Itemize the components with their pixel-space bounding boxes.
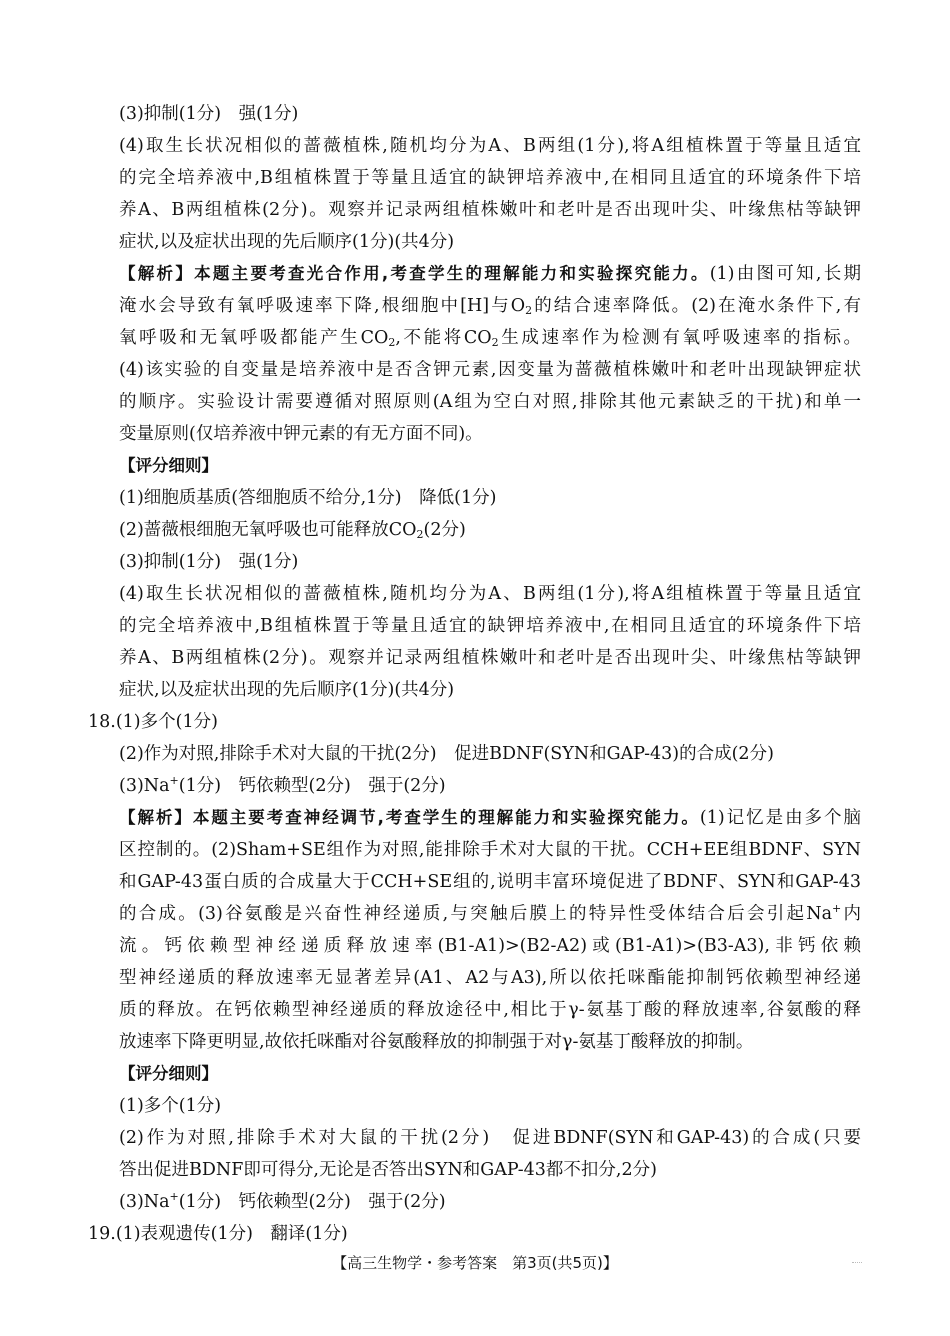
page-footer: 【高三生物学・参考答案 第3页(共5页)】 <box>332 1254 618 1272</box>
text-line: 变量原则(仅培养液中钾元素的有无方面不同)。 <box>119 424 483 444</box>
text-line: 养A、B两组植株(2分)。观察并记录两组植株嫩叶和老叶是否出现叶尖、叶缘焦枯等缺钾 <box>119 648 861 668</box>
corner-mark <box>852 1262 862 1265</box>
text-line: 18.(1)多个(1分) <box>88 712 218 732</box>
text-line: (4)该实验的自变量是培养液中是否含钾元素,因变量为蔷薇植株嫩叶和老叶出现缺钾症状 <box>119 360 861 380</box>
text-line: 【解析】本题主要考查光合作用,考查学生的理解能力和实验探究能力。(1)由图可知,长期 <box>119 264 861 284</box>
text-line: 区控制的。(2)Sham+SE组作为对照,能排除手术对大鼠的干扰。CCH+EE组BDNF、SYN <box>119 840 861 860</box>
text-line: (2)作为对照,排除手术对大鼠的干扰(2分) 促进BDNF(SYN和GAP-43)的合成(2分) <box>119 744 774 764</box>
text-line: 流。钙依赖型神经递质释放速率(B1-A1)>(B2-A2)或(B1-A1)>(B3-A3),非钙依赖 <box>119 936 861 956</box>
text-line: 的完全培养液中,B组植株置于等量且适宜的缺钾培养液中,在相同且适宜的环境条件下培 <box>119 168 861 188</box>
text-line: (3)Na+(1分) 钙依赖型(2分) 强于(2分) <box>119 1190 446 1212</box>
text-line: 氧呼吸和无氧呼吸都能产生$CO_2$,不能将$CO_2$生成速率作为检测有氧呼吸速率的指标。 <box>119 328 861 349</box>
text-line: (2)作为对照,排除手术对大鼠的干扰(2分) 促进BDNF(SYN和GAP-43)的合成(只要 <box>119 1128 861 1148</box>
text-line: 质的释放。在钙依赖型神经递质的释放途径中,相比于γ-氨基丁酸的释放速率,谷氨酸的释 <box>119 1000 861 1020</box>
text-line: (4)取生长状况相似的蔷薇植株,随机均分为A、B两组(1分),将A组植株置于等量且适宜 <box>119 584 861 604</box>
text-line: (4)取生长状况相似的蔷薇植株,随机均分为A、B两组(1分),将A组植株置于等量且适宜 <box>119 136 861 156</box>
text-line: 淹水会导致有氧呼吸速率下降,根细胞中[H]与$O_2$的结合速率降低。(2)在淹水条件下,有 <box>119 296 861 317</box>
text-line: 放速率下降更明显,故依托咪酯对谷氨酸释放的抑制强于对γ-氨基丁酸释放的抑制。 <box>119 1032 754 1052</box>
text-line: (3)抑制(1分) 强(1分) <box>119 552 299 572</box>
text-line: 养A、B两组植株(2分)。观察并记录两组植株嫩叶和老叶是否出现叶尖、叶缘焦枯等缺钾 <box>119 200 861 220</box>
text-line: 症状,以及症状出现的先后顺序(1分)(共4分) <box>119 232 455 252</box>
text-line: 和GAP-43蛋白质的合成量大于CCH+SE组的,说明丰富环境促进了BDNF、SYN和GAP-43 <box>119 872 861 892</box>
text-line: (1)多个(1分) <box>119 1096 222 1116</box>
text-line: 19.(1)表观遗传(1分) 翻译(1分) <box>88 1224 348 1244</box>
text-line: 型神经递质的释放速率无显著差异(A1、A2与A3),所以依托咪酯能抑制钙依赖型神经递 <box>119 968 861 988</box>
text-line: 的完全培养液中,B组植株置于等量且适宜的缺钾培养液中,在相同且适宜的环境条件下培 <box>119 616 861 636</box>
text-line: 【评分细则】 <box>119 1064 218 1083</box>
text-line: (1)细胞质基质(答细胞质不给分,1分) 降低(1分) <box>119 488 497 508</box>
text-line: 【解析】本题主要考查神经调节,考查学生的理解能力和实验探究能力。(1)记忆是由多个脑 <box>119 808 861 828</box>
text-line: 症状,以及症状出现的先后顺序(1分)(共4分) <box>119 680 455 700</box>
text-line: (3)Na+(1分) 钙依赖型(2分) 强于(2分) <box>119 774 446 796</box>
text-line: (2)蔷薇根细胞无氧呼吸也可能释放$CO_2(2$分) <box>119 520 466 541</box>
text-line: 【评分细则】 <box>119 456 218 475</box>
text-line: 的顺序。实验设计需要遵循对照原则(A组为空白对照,排除其他元素缺乏的干扰)和单一 <box>119 392 861 412</box>
text-line: (3)抑制(1分) 强(1分) <box>119 104 299 124</box>
text-line: 的合成。(3)谷氨酸是兴奋性神经递质,与突触后膜上的特异性受体结合后会引起Na+内 <box>119 902 861 924</box>
text-line: 答出促进BDNF即可得分,无论是否答出SYN和GAP-43都不扣分,2分) <box>119 1160 657 1180</box>
